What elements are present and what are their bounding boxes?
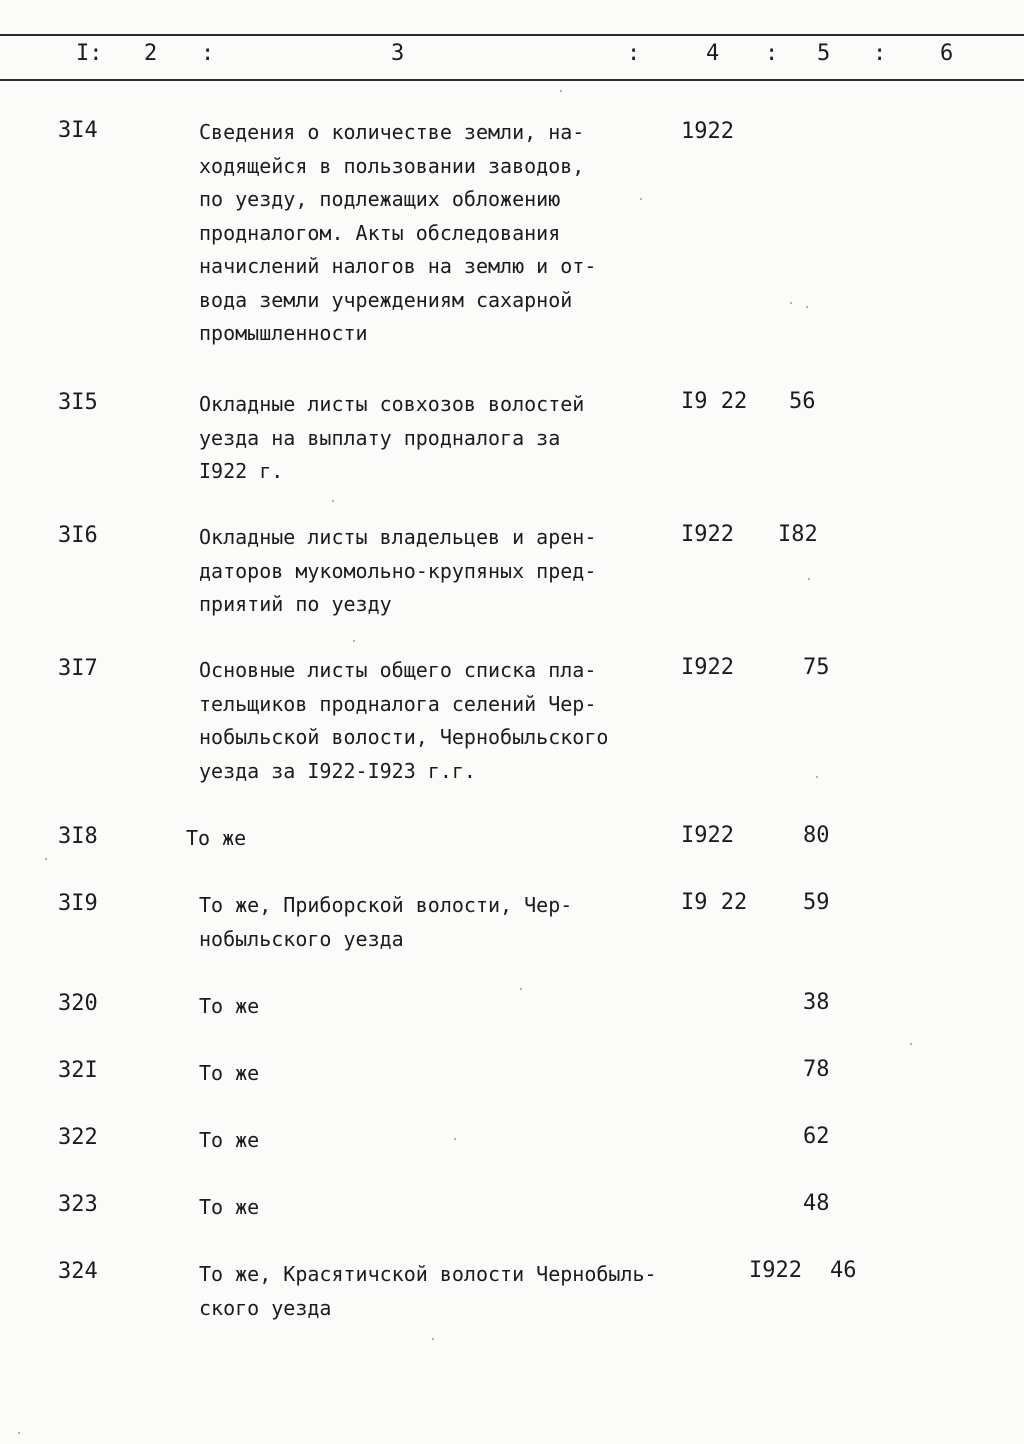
file-description bbox=[199, 388, 679, 489]
file-description bbox=[199, 1258, 759, 1325]
sheet-count: 59 bbox=[803, 890, 830, 915]
file-year: I922 bbox=[681, 655, 734, 680]
scan-speck bbox=[806, 306, 808, 308]
file-description bbox=[199, 116, 679, 351]
header-col-4: 4 bbox=[706, 41, 720, 66]
description-line: продналогом. Акты обследования bbox=[199, 220, 561, 245]
scan-speck bbox=[808, 578, 810, 580]
file-number: 323 bbox=[58, 1192, 98, 1217]
sheet-count: 48 bbox=[803, 1191, 830, 1216]
sheet-count: 38 bbox=[803, 990, 830, 1015]
scan-speck bbox=[18, 1432, 20, 1434]
file-number: 32I bbox=[58, 1058, 98, 1083]
file-number: 3I7 bbox=[58, 656, 98, 681]
file-description bbox=[199, 1191, 679, 1225]
description-line: То же bbox=[199, 1195, 260, 1219]
file-number: 324 bbox=[58, 1259, 98, 1284]
description-line: тельщиков продналога селений Чер- bbox=[199, 691, 597, 716]
description-line: уезда на выплату продналога за bbox=[199, 425, 561, 450]
file-description bbox=[199, 654, 679, 788]
header-col-3: 3 bbox=[391, 41, 405, 66]
scan-speck bbox=[560, 90, 562, 92]
file-year: I9 22 bbox=[681, 389, 748, 414]
description-line: То же bbox=[199, 1128, 260, 1152]
file-number: 3I9 bbox=[58, 891, 98, 916]
description-line: по уезду, подлежащих обложению bbox=[199, 187, 561, 211]
header-top-rule bbox=[0, 34, 1024, 36]
description-line: ходящейся в пользовании заводов, bbox=[199, 153, 585, 178]
description-line: нобыльского уезда bbox=[199, 926, 404, 951]
description-line: начислений налогов на землю и от- bbox=[199, 254, 597, 278]
description-line: То же bbox=[186, 826, 247, 850]
file-description bbox=[199, 521, 679, 622]
sheet-count: 75 bbox=[803, 655, 830, 680]
file-year: I9 22 bbox=[681, 890, 748, 915]
description-line: нобыльской волости, Чернобыльского bbox=[199, 725, 609, 749]
description-line: То же, Приборской волости, Чер- bbox=[199, 893, 573, 917]
sheet-count: I82 bbox=[778, 522, 818, 547]
file-description bbox=[199, 990, 679, 1024]
sheet-count: 78 bbox=[803, 1057, 830, 1082]
header-bottom-rule bbox=[0, 79, 1024, 81]
file-number: 3I4 bbox=[58, 118, 98, 143]
description-line: То же bbox=[199, 994, 260, 1018]
file-year: I922 bbox=[749, 1258, 802, 1283]
header-separator: : bbox=[765, 41, 779, 66]
file-year: 1922 bbox=[681, 119, 734, 144]
header-col-2: 2 bbox=[144, 41, 158, 66]
scan-speck bbox=[45, 858, 47, 860]
description-line: приятий по уезду bbox=[199, 592, 392, 616]
file-description bbox=[199, 1124, 679, 1158]
header-separator: : bbox=[201, 41, 215, 66]
file-number: 322 bbox=[58, 1125, 98, 1150]
description-line: I922 г. bbox=[199, 459, 284, 483]
sheet-count: 46 bbox=[830, 1258, 857, 1283]
file-number: 3I6 bbox=[58, 523, 98, 548]
sheet-count: 56 bbox=[789, 389, 816, 414]
description-line: промышленности bbox=[199, 321, 368, 345]
description-line: уезда за I922-I923 г.г. bbox=[199, 758, 476, 783]
file-year: I922 bbox=[681, 823, 734, 848]
scan-speck bbox=[432, 1338, 434, 1340]
scan-speck bbox=[910, 1043, 912, 1045]
scan-speck bbox=[353, 640, 355, 642]
scan-speck bbox=[454, 1138, 456, 1140]
scan-speck bbox=[790, 302, 792, 304]
description-line: вода земли учреждениям сахарной bbox=[199, 287, 573, 312]
header-col-1: I: bbox=[76, 41, 103, 66]
file-number: 3I5 bbox=[58, 390, 98, 415]
description-line: То же bbox=[199, 1061, 260, 1085]
description-line: Окладные листы совхозов волостей bbox=[199, 392, 585, 416]
file-description bbox=[199, 1057, 679, 1091]
file-description bbox=[199, 889, 679, 956]
description-line: даторов мукомольно-крупяных пред- bbox=[199, 558, 597, 583]
scan-speck bbox=[640, 198, 642, 200]
file-number: 3I8 bbox=[58, 824, 98, 849]
header-separator: : bbox=[627, 41, 641, 66]
file-number: 320 bbox=[58, 991, 98, 1016]
scan-speck bbox=[332, 500, 334, 502]
description-line: То же, Красятичской волости Чернобыль- bbox=[199, 1262, 657, 1286]
description-line: Сведения о количестве земли, на- bbox=[199, 120, 585, 144]
description-line: Основные листы общего списка пла- bbox=[199, 658, 597, 682]
header-col-6: 6 bbox=[940, 41, 954, 66]
file-description bbox=[186, 822, 666, 856]
header-col-5: 5 bbox=[817, 41, 831, 66]
description-line: Окладные листы владельцев и арен- bbox=[199, 525, 597, 549]
file-year: I922 bbox=[681, 522, 734, 547]
sheet-count: 80 bbox=[803, 823, 830, 848]
sheet-count: 62 bbox=[803, 1124, 830, 1149]
description-line: ского уезда bbox=[199, 1295, 332, 1320]
header-separator: : bbox=[873, 41, 887, 66]
scan-speck bbox=[520, 988, 522, 990]
scan-speck bbox=[816, 776, 818, 778]
